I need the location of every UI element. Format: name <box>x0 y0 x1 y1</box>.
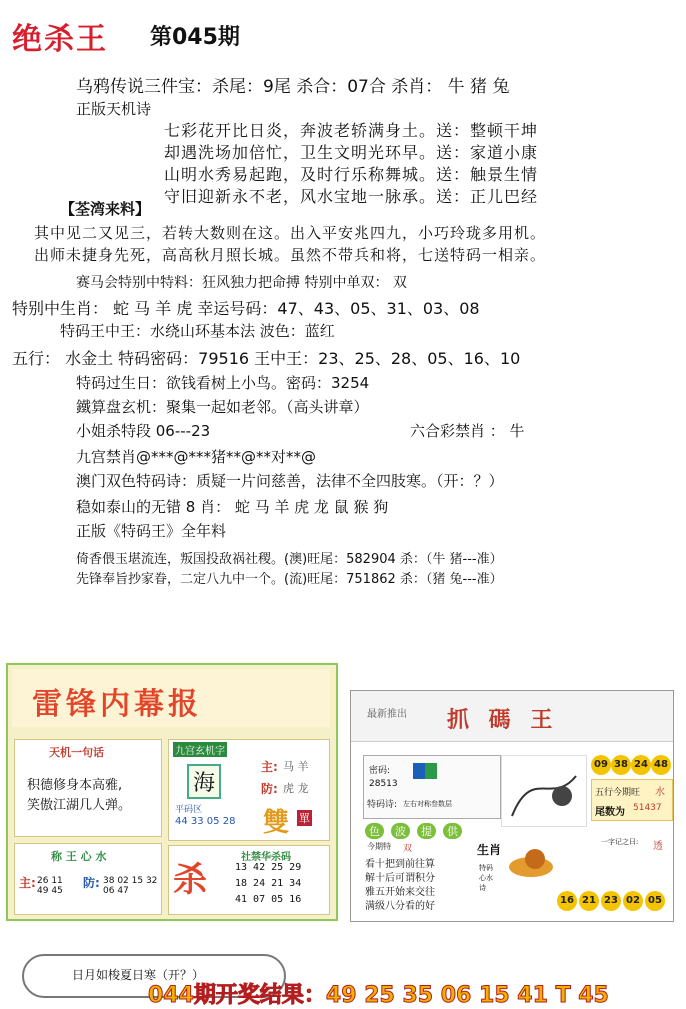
shejia-title: 社禁华杀码 <box>241 852 291 863</box>
hai-box <box>168 739 330 841</box>
taiwan-line-1: 其中见二又见三，若转大数则在这。出入平安兆四九，小巧玲珑多用机。 <box>34 224 547 242</box>
fang-value: 虎 龙 <box>283 782 309 795</box>
leifeng-panel <box>6 663 338 921</box>
jiugong-line: 九宫禁肖@***@***猪**@**对**@ <box>76 448 317 466</box>
tag-3: 提 <box>417 823 436 839</box>
bottom-ball-1: 16 <box>557 891 577 911</box>
zhu-label: 主: <box>261 760 278 774</box>
wuxing-label: 五行今期旺 <box>595 788 641 798</box>
hai-char: 海 <box>187 764 221 799</box>
saima-line: 赛马会特别中特料：狂风独力把命搏 特别中单双： 双 <box>76 275 407 291</box>
result-banner: 044期开奖结果：49 25 35 06 15 41 T 45 <box>148 983 609 1008</box>
shengxiao-line: 特别中生肖： 蛇 马 羊 虎 幸运号码：47、43、05、31、03、08 <box>12 299 480 318</box>
poem-line-a: 看十把到前往算 <box>365 859 435 870</box>
yize-label: 一字记之曰: <box>601 838 639 846</box>
weishu-value: 51437 <box>633 803 662 813</box>
xinshui-zhu-nums: 26 11 49 45 <box>37 876 63 896</box>
poem-line-2: 却遇洗场加倍忙，卫生文明光环早。送：家道小康 <box>164 143 539 162</box>
poem-line-4: 守旧迎新永不老，风水宝地一脉承。送：正儿巴经 <box>164 187 539 206</box>
wuxing-line: 五行： 水金土 特码密码：79516 王中王：23、25、28、05、16、10 <box>12 349 521 368</box>
tianji-label: 天机一句话 <box>49 746 104 759</box>
shejia-row-3: 41 07 05 16 <box>235 894 302 905</box>
poem-line-3: 山明水秀易起跑，及时行乐称舞城。送：触景生情 <box>164 165 539 184</box>
logo-icon <box>413 763 437 779</box>
bottom-ball-2: 21 <box>579 891 599 911</box>
bottom-ball-3: 23 <box>601 891 621 911</box>
bottom-line-2: 先锋奉旨抄家眷，二定八九中一个。(流)旺尾：751862 杀：（猪 兔---准） <box>76 572 503 587</box>
mima-value: 28513 <box>369 779 398 789</box>
tema-value: 左右对称叁数层 <box>403 800 452 808</box>
top-ball-2: 38 <box>611 755 631 775</box>
wencuo-line: 稳如泰山的无错 8 肖： 蛇 马 羊 虎 龙 鼠 猴 狗 <box>76 498 389 516</box>
zhengban-line: 正版《特码王》全年料 <box>76 522 227 540</box>
poem-line-1: 七彩花开比日炎，奔波老轿满身土。送：整顿干坤 <box>164 121 539 140</box>
top-ball-4: 48 <box>651 755 671 775</box>
side-label: 特码心水诗 <box>479 864 493 892</box>
ping-numbers: 44 33 05 28 <box>175 816 236 827</box>
leifeng-header <box>12 669 330 727</box>
shengxiao-label: 生肖 <box>477 843 502 857</box>
liuhe-line: 六合彩禁肖 ： 牛 <box>410 422 525 440</box>
illustration-icon <box>501 755 587 827</box>
weishu-label: 尾数为 <box>595 807 625 818</box>
poem-line-d: 满级八分看的好 <box>365 901 435 912</box>
tianji-title: 正版天机诗 <box>76 100 152 118</box>
boshe-label: 今期特 <box>367 842 391 851</box>
tiesuan-line: 鐵算盘玄机：聚集一起如老邻。（高头讲章） <box>76 398 369 416</box>
zhu-value: 马 羊 <box>283 760 309 773</box>
zhua-promo: 最新推出 <box>367 709 407 720</box>
tianji-text-2: 笑傲江湖几人弹。 <box>27 798 132 813</box>
taiwan-title: 【荃湾来料】 <box>60 200 151 218</box>
shejia-box <box>168 845 330 915</box>
xinshui-title: 称 王 心 水 <box>51 850 107 863</box>
wuxing-value: 水 <box>655 787 665 798</box>
sha-char: 杀 <box>173 860 207 900</box>
dan-char: 單 <box>299 812 310 825</box>
zhuamawang-panel <box>350 690 674 922</box>
guoshengri-line: 特码过生日：欲钱看树上小鸟。密码：3254 <box>76 374 370 392</box>
tag-4: 供 <box>443 823 462 839</box>
xiaojie-line: 小姐杀特段 06---23 <box>76 422 211 440</box>
cloud-text: 日月如梭夏日寒（开？） <box>72 968 205 982</box>
bottom-ball-5: 05 <box>645 891 665 911</box>
poem-line-c: 雅五开始来交往 <box>365 887 435 898</box>
top-ball-3: 24 <box>631 755 651 775</box>
top-ball-1: 09 <box>591 755 611 775</box>
ping-label: 平码区 <box>175 805 203 815</box>
tianji-box <box>14 739 162 837</box>
yize-value: 透 <box>653 841 663 852</box>
bottom-ball-4: 02 <box>623 891 643 911</box>
tianji-text-1: 积德修身本高雅, <box>27 778 123 793</box>
zhua-title: 抓 碼 王 <box>447 708 559 733</box>
aomen-line: 澳门双色特码诗：质疑一片问慈善，法律不全四肢寒。（开：？） <box>76 472 504 490</box>
shejia-row-2: 18 24 21 34 <box>235 878 302 889</box>
xinshui-box <box>14 843 162 915</box>
tmwang-line: 特码王中王：水绕山环基本法 波色：蓝红 <box>60 322 335 340</box>
issue-number: 第045期 <box>150 25 240 50</box>
shejia-row-1: 13 42 25 29 <box>235 862 302 873</box>
wuya-line: 乌鸦传说三件宝：杀尾：9尾 杀合：07合 杀肖： 牛 猪 兔 <box>76 77 510 97</box>
boshe-value: 双 <box>403 844 413 854</box>
poem-line-b: 解十后可谓积分 <box>365 873 435 884</box>
tag-2: 波 <box>391 823 410 839</box>
brand-title: 绝杀王 <box>12 22 108 57</box>
shuang-char: 雙 <box>263 808 290 838</box>
hai-label: 九宫玄机字 <box>173 742 227 757</box>
xinshui-fang-nums: 38 02 15 32 06 47 <box>103 876 158 896</box>
tema-label: 特码诗: <box>367 800 398 810</box>
snail-icon <box>501 841 561 881</box>
taiwan-line-2: 出师未捷身先死，高高秋月照长城。虽然不带兵和将，七送特码一相亲。 <box>34 246 547 264</box>
bottom-line-1: 倚香偎玉堪流连，叛国投敌祸社稷。(澳)旺尾：582904 杀：（牛 猪---准） <box>76 552 503 567</box>
xinshui-fang-label: 防: <box>83 876 100 890</box>
fang-label: 防: <box>261 782 278 796</box>
tag-1: 色 <box>365 823 384 839</box>
mima-label: 密码: <box>369 766 391 776</box>
xinshui-zhu-label: 主: <box>19 876 36 890</box>
leifeng-title: 雷锋内幕报 <box>32 687 202 722</box>
